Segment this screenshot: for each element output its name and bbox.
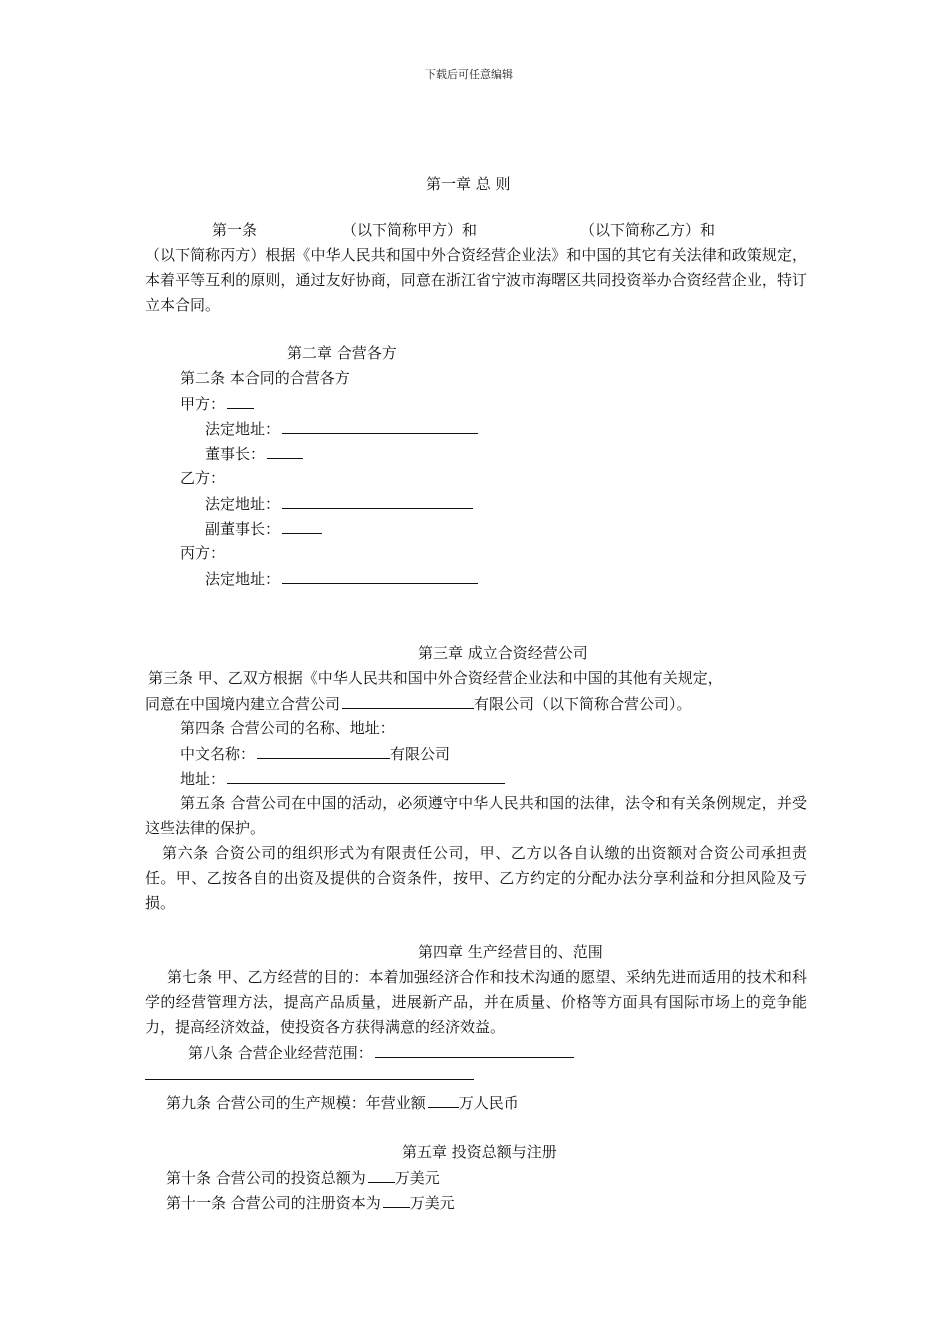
total-investment-blank	[368, 1165, 395, 1183]
chinese-name-suffix: 有限公司	[390, 745, 451, 763]
article-7: 第七条 甲、乙方经营的目的：本着加强经济合作和技术沟通的愿望、采纳先进而适用的技术和科学的经营管理方法，提高产品质量，进展新产品，并在质量、价格等方面具有国际市场上的竞争能力，提高经济效益，使投资各方获得满意的经济效益。	[145, 968, 807, 1036]
address-label: 地址：	[180, 770, 226, 788]
article-6: 第六条 合资公司的组织形式为有限责任公司，甲、乙方以各自认缴的出资额对合资公司承担责任。甲、乙按各自的出资及提供的合资条件，按甲、乙方约定的分配办法分享利益和分担风险及亏损。	[145, 844, 807, 912]
chinese-name-label: 中文名称：	[180, 745, 256, 763]
party-a-blank	[227, 391, 254, 409]
annual-turnover-blank	[428, 1090, 459, 1108]
party-a-address-blank	[282, 416, 478, 434]
article-8-row	[188, 1040, 574, 1066]
chairman-label: 董事长：	[205, 445, 266, 463]
party-c-address-label: 法定地址：	[205, 570, 281, 588]
chapter-1-title: 第一章 总 则	[426, 175, 511, 193]
company-name-blank	[342, 691, 474, 709]
party-a-label: 甲方：	[180, 395, 226, 413]
article-9-text: 第九条 合营公司的生产规模：年营业额	[166, 1094, 426, 1112]
chinese-name-blank	[257, 741, 390, 759]
vice-chairman-label: 副董事长：	[205, 520, 281, 538]
article-1-body: （以下简称丙方）根据《中华人民共和国中外合资经营企业法》和中国的其它有关法律和政策规定，本着平等互利的原则，通过友好协商，同意在浙江省宁波市海曙区共同投资举办合资经营企业，特订立本合同。	[145, 246, 807, 314]
article-3-text-a: 同意在中国境内建立合营公司	[145, 695, 341, 713]
chapter-3-title: 第三章 成立合资经营公司	[418, 644, 588, 662]
page-header-note: 下载后可任意编辑	[425, 68, 513, 81]
article-4: 第四条 合营公司的名称、地址：	[180, 719, 395, 737]
party-c-address-row	[205, 566, 478, 592]
article-9-unit: 万人民币	[458, 1094, 519, 1112]
article-1-party-a: （以下简称甲方）和	[342, 221, 478, 239]
article-10-text: 第十条 合营公司的投资总额为	[166, 1169, 366, 1187]
party-a-address-label: 法定地址：	[205, 420, 281, 438]
party-b-label: 乙方：	[180, 469, 226, 487]
article-3-text-b: 有限公司（以下简称合营公司）。	[474, 695, 692, 713]
article-10-row	[166, 1165, 440, 1191]
article-11-row	[166, 1190, 455, 1216]
vice-chairman-blank	[282, 516, 322, 534]
article-8-label: 第八条 合营企业经营范围：	[188, 1044, 373, 1062]
chinese-name-row	[180, 741, 450, 767]
party-b-address-blank	[282, 491, 473, 509]
party-c-address-blank	[282, 566, 478, 584]
address-blank	[227, 766, 505, 784]
article-10-unit: 万美元	[394, 1169, 440, 1187]
article-9-row	[166, 1090, 519, 1116]
party-a-row	[180, 391, 254, 417]
article-3-line-2	[145, 691, 692, 717]
party-b-address-row	[205, 491, 473, 517]
article-1-label: 第一条	[212, 221, 258, 239]
article-5: 第五条 合营公司在中国的活动，必须遵守中华人民共和国的法律，法令和有关条例规定，并受这些法律的保护。	[145, 794, 807, 837]
article-3-line-1: 第三条 甲、乙双方根据《中华人民共和国中外合资经营企业法和中国的其他有关规定，	[148, 669, 723, 687]
party-c-label: 丙方：	[180, 544, 226, 562]
vice-chairman-row	[205, 516, 322, 542]
article-11-text: 第十一条 合营公司的注册资本为	[166, 1194, 381, 1212]
article-1-party-b: （以下简称乙方）和	[580, 221, 716, 239]
business-scope-blank	[375, 1040, 574, 1058]
chapter-2-title: 第二章 合营各方	[287, 344, 397, 362]
address-row	[180, 766, 505, 792]
article-2: 第二条 本合同的合营各方	[180, 369, 350, 387]
chapter-5-title: 第五章 投资总额与注册	[402, 1143, 557, 1161]
party-b-address-label: 法定地址：	[205, 495, 281, 513]
chapter-4-title: 第四章 生产经营目的、范围	[418, 943, 603, 961]
business-scope-line	[145, 1079, 474, 1080]
chairman-row	[205, 441, 303, 467]
chairman-blank	[267, 441, 303, 459]
registered-capital-blank	[383, 1190, 410, 1208]
article-11-unit: 万美元	[409, 1194, 455, 1212]
party-a-address-row	[205, 416, 478, 442]
